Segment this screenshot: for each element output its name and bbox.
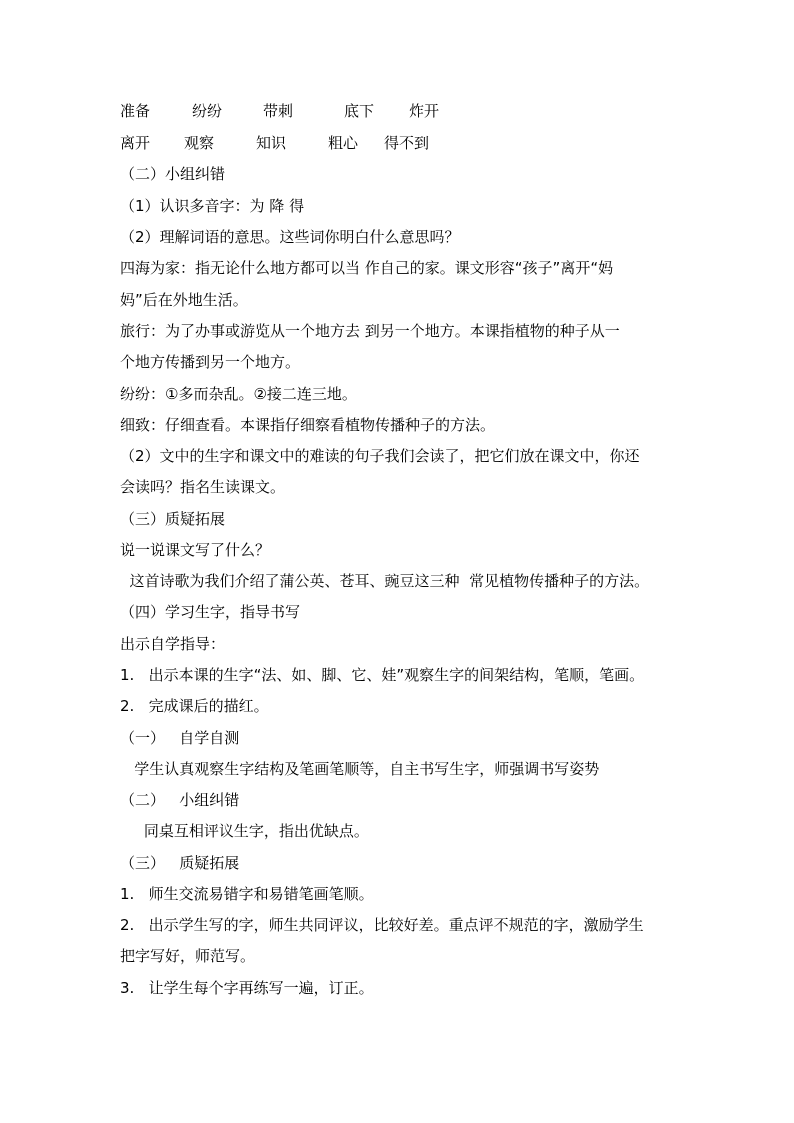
text-line: 会读吗？指名生读课文。 [120,478,286,496]
list-item: 2. 完成课后的描红。 [120,697,269,715]
vocab-word: 底下 [344,102,375,120]
vocab-word: 纷纷 [192,102,223,120]
text-line: 同桌互相评议生字，指出优缺点。 [120,822,369,840]
vocab-word: 炸开 [409,102,440,120]
section-heading: （二）小组纠错 [120,165,226,183]
text-line: 这首诗歌为我们介绍了蒲公英、苍耳、豌豆这三种 常见植物传播种子的方法。 [120,572,650,590]
section-heading: （三）质疑拓展 [120,510,226,528]
text-line: （2）理解词语的意思。这些词你明白什么意思吗？ [120,228,460,246]
text-line: 说一说课文写了什么？ [120,541,271,559]
text-line: 纷纷：①多而杂乱。②接二连三地。 [120,385,357,403]
vocab-word: 得不到 [384,134,430,152]
vocab-word: 粗心 [328,134,359,152]
list-item: 3. 让学生每个字再练写一遍，订正。 [120,979,374,997]
list-item: 1. 师生交流易错字和易错笔画笔顺。 [120,885,374,903]
text-line: （2）文中的生字和课文中的难读的句子我们会读了，把它们放在课文中，你还 [120,447,640,465]
text-line: （1）认识多音字：为 降 得 [120,197,305,215]
section-heading: （四）学习生字，指导书写 [120,603,301,621]
text-line: 个地方传播到另一个地方。 [120,353,301,371]
section-heading: （三） 质疑拓展 [120,854,240,872]
vocab-word: 准备 [120,102,151,120]
list-item: 1. 出示本课的生字“法、如、脚、它、娃”观察生字的间架结构，笔顺，笔画。 [120,666,645,684]
text-line: 旅行：为了办事或游览从一个地方去 到另一个地方。本课指植物的种子从一 [120,322,620,340]
list-item: 2. 出示学生写的字，师生共同评议，比较好差。重点评不规范的字，激励学生 [120,916,644,934]
text-line: 出示自学指导： [120,635,226,653]
section-heading: （一） 自学自测 [120,729,240,747]
vocab-word: 观察 [184,134,215,152]
vocab-word: 带刺 [263,102,294,120]
text-line: 妈”后在外地生活。 [120,291,248,309]
text-line: 学生认真观察生字结构及笔画笔顺等，自主书写生字，师强调书写姿势 [120,760,600,778]
vocab-word: 离开 [120,134,151,152]
text-line: 四海为家：指无论什么地方都可以当 作自己的家。课文形容“孩子”离开“妈 [120,259,614,277]
text-line: 细致：仔细查看。本课指仔细察看植物传播种子的方法。 [120,416,496,434]
text-line: 把字写好，师范写。 [120,947,256,965]
section-heading: （二） 小组纠错 [120,791,240,809]
vocab-word: 知识 [256,134,287,152]
